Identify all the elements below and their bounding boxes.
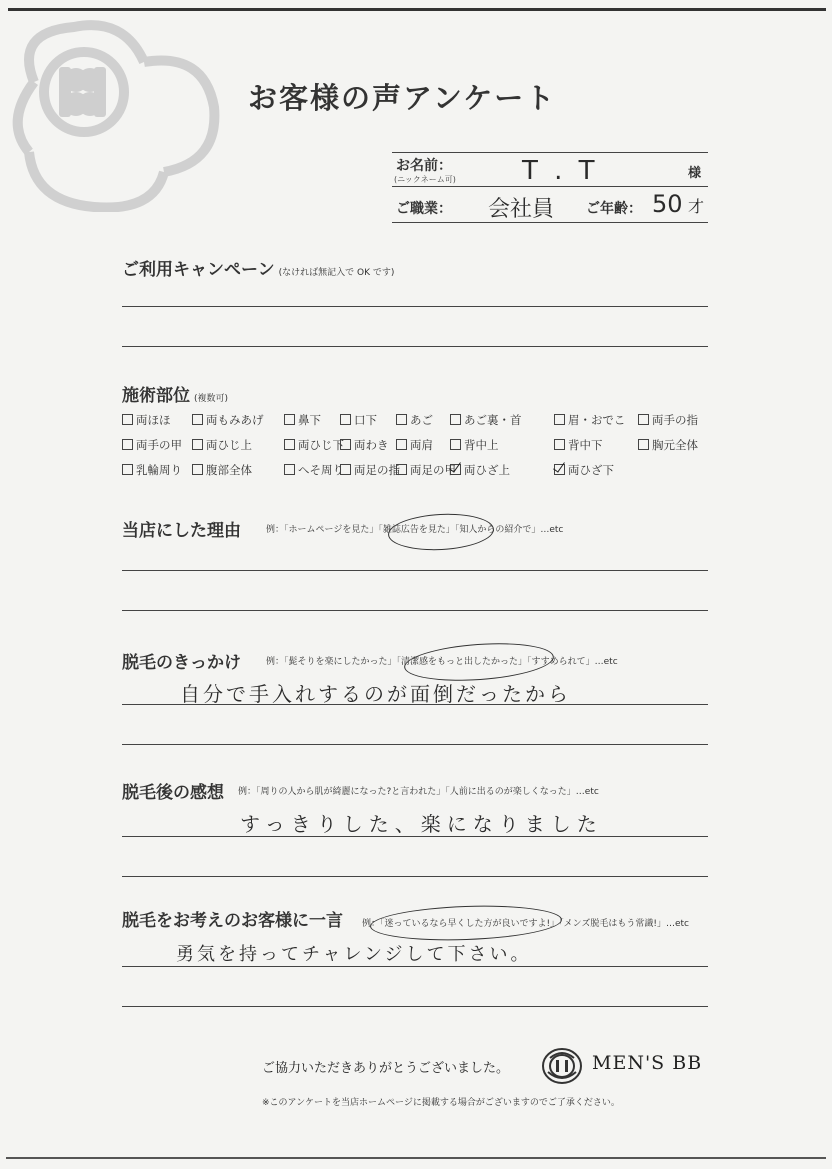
checkbox-icon[interactable] — [450, 414, 461, 425]
checkbox-icon[interactable] — [122, 414, 133, 425]
treatment-option[interactable] — [554, 412, 625, 428]
treatment-option-label: 両肩 — [410, 438, 433, 452]
checkbox-icon[interactable] — [340, 464, 351, 475]
checkbox-icon[interactable] — [450, 439, 461, 450]
treatment-option[interactable] — [396, 412, 433, 428]
treatment-option[interactable] — [122, 462, 182, 478]
campaign-line-1 — [122, 306, 708, 307]
footnote: ※このアンケートを当店ホームページに掲載する場合がございますのでご了承ください。 — [262, 1098, 620, 1108]
treatment-option-label: 両もみあげ — [206, 413, 264, 427]
treatment-option[interactable] — [638, 437, 698, 453]
checkbox-icon[interactable] — [284, 464, 295, 475]
checkbox-icon[interactable] — [284, 414, 295, 425]
reason-example-suffix: 「知人からの紹介で」…etc — [454, 525, 564, 535]
checkbox-icon[interactable] — [638, 439, 649, 450]
treatment-option-label: あご — [410, 413, 433, 427]
treatment-note: (複数可) — [194, 394, 229, 404]
checkbox-icon[interactable] — [396, 464, 407, 475]
age-value: 50 — [652, 190, 683, 218]
name-value: T . T — [522, 156, 599, 186]
impression-line-2 — [122, 876, 708, 877]
treatment-option-label: あご裏・首 — [464, 413, 522, 427]
treatment-option-label: 両足の指 — [354, 463, 400, 477]
trigger-example-suffix: 「すすめられて」…etc — [527, 657, 618, 667]
treatment-option-label: 乳輪周り — [136, 463, 182, 477]
reason-line-2 — [122, 610, 708, 611]
treatment-option[interactable] — [450, 412, 522, 428]
treatment-option[interactable] — [192, 437, 252, 453]
treatment-option[interactable] — [122, 437, 182, 453]
checkbox-icon[interactable] — [396, 439, 407, 450]
treatment-option-label: 口下 — [354, 413, 377, 427]
treatment-option[interactable] — [554, 437, 603, 453]
job-label: ご職業： — [396, 201, 452, 217]
treatment-option-label: 両ひじ上 — [206, 438, 252, 452]
checkbox-icon[interactable] — [284, 439, 295, 450]
checkbox-icon[interactable] — [554, 439, 565, 450]
campaign-section-title — [122, 255, 394, 280]
brand-rose-icon — [540, 1046, 584, 1086]
checked-box-icon[interactable] — [450, 464, 461, 475]
trigger-line-2 — [122, 744, 708, 745]
treatment-option-label: 両ひざ下 — [568, 463, 614, 477]
age-unit: 才 — [688, 197, 705, 216]
treatment-option[interactable] — [554, 462, 614, 478]
treatment-option-label: 腹部全体 — [206, 463, 252, 477]
bottom-border — [6, 1157, 826, 1159]
treatment-option[interactable] — [340, 437, 389, 453]
message-title: 脱毛をお考えのお客様に一言 — [122, 911, 343, 931]
treatment-option[interactable] — [122, 412, 171, 428]
treatment-option-label: 両ほほ — [136, 413, 171, 427]
trigger-answer: 自分で手入れするのが面倒だったから — [180, 682, 571, 706]
treatment-option[interactable] — [284, 437, 344, 453]
checkbox-icon[interactable] — [192, 439, 203, 450]
name-sublabel: (ニックネーム可) — [394, 175, 456, 184]
impression-title: 脱毛後の感想 — [122, 783, 224, 803]
checkbox-icon[interactable] — [192, 414, 203, 425]
treatment-option[interactable] — [396, 462, 456, 478]
name-row — [392, 152, 708, 187]
reason-example-circled: 「雑誌広告を見た」 — [378, 525, 455, 535]
treatment-option[interactable] — [192, 462, 252, 478]
brand-logo-watermark-icon — [4, 12, 244, 212]
age-label: ご年齢： — [586, 201, 642, 217]
name-label: お名前： — [396, 158, 452, 174]
message-line-2 — [122, 1006, 708, 1007]
treatment-option[interactable] — [396, 437, 433, 453]
treatment-option-label: へそ周り — [298, 463, 344, 477]
message-example-circled: 「迷っているなら早くした方が良いですよ!」 — [380, 919, 560, 929]
treatment-option[interactable] — [192, 412, 264, 428]
treatment-section-title — [122, 381, 228, 406]
treatment-option-label: 両足の甲 — [410, 463, 456, 477]
impression-line-1 — [122, 836, 708, 837]
treatment-title: 施術部位 — [122, 386, 190, 406]
impression-example: 例：「周りの人から肌が綺麗になった?と言われた」「人前に出るのが楽しくなった」…etc — [238, 787, 599, 797]
checkbox-icon[interactable] — [396, 414, 407, 425]
message-example-prefix: 例： — [362, 919, 381, 929]
treatment-option-label: 両手の甲 — [136, 438, 182, 452]
treatment-option[interactable] — [340, 462, 400, 478]
message-circle-mark — [369, 903, 562, 944]
campaign-line-2 — [122, 346, 708, 347]
impression-answer: すっきりした、楽になりました — [240, 812, 603, 836]
sama-label: 様 — [688, 166, 702, 181]
treatment-option-label: 両手の指 — [652, 413, 698, 427]
treatment-option-label: 鼻下 — [298, 413, 321, 427]
reason-example-prefix: 例：「ホームページを見た」 — [266, 525, 379, 535]
treatment-option-label: 両ひざ上 — [464, 463, 510, 477]
campaign-title: ご利用キャンペーン — [122, 260, 275, 280]
treatment-option-label: 胸元全体 — [652, 438, 698, 452]
checkbox-icon[interactable] — [340, 439, 351, 450]
treatment-option[interactable] — [450, 462, 510, 478]
checkbox-icon[interactable] — [122, 464, 133, 475]
campaign-note: (なければ無記入で OK です) — [278, 268, 395, 278]
trigger-example-circled: 「清潔感をもっと出したかった」 — [396, 657, 528, 667]
treatment-option[interactable] — [450, 437, 499, 453]
page-title: お客様の声アンケート — [248, 81, 557, 115]
checkbox-icon[interactable] — [554, 414, 565, 425]
reason-title: 当店にした理由 — [122, 521, 241, 541]
reason-circle-mark — [387, 511, 495, 552]
brand-name: MEN'S BB — [592, 1052, 703, 1074]
treatment-option-label: 両ひじ下 — [298, 438, 344, 452]
checked-box-icon[interactable] — [554, 464, 565, 475]
trigger-example-prefix: 例：「髭そりを楽にしたかった」 — [266, 657, 397, 667]
treatment-option[interactable] — [638, 412, 698, 428]
treatment-option[interactable] — [284, 412, 321, 428]
treatment-option[interactable] — [340, 412, 377, 428]
thanks-text: ご協力いただきありがとうございました。 — [262, 1061, 510, 1076]
top-border — [8, 8, 826, 11]
checkbox-icon[interactable] — [638, 414, 649, 425]
treatment-option-label: 両わき — [354, 438, 389, 452]
trigger-title: 脱毛のきっかけ — [122, 653, 241, 673]
message-line-1 — [122, 966, 708, 967]
message-example-suffix: 「メンズ脱毛はもう常識!」…etc — [559, 919, 689, 929]
checkbox-icon[interactable] — [192, 464, 203, 475]
job-value: 会社員 — [488, 197, 555, 222]
reason-line-1 — [122, 570, 708, 571]
trigger-line-1 — [122, 704, 708, 705]
treatment-option-label: 背中上 — [464, 438, 499, 452]
checkbox-icon[interactable] — [340, 414, 351, 425]
message-answer: 勇気を持ってチャレンジして下さい。 — [176, 944, 532, 965]
treatment-option-label: 眉・おでこ — [568, 413, 626, 427]
checkbox-icon[interactable] — [122, 439, 133, 450]
job-row — [392, 186, 708, 223]
treatment-option[interactable] — [284, 462, 344, 478]
treatment-option-label: 背中下 — [568, 438, 603, 452]
